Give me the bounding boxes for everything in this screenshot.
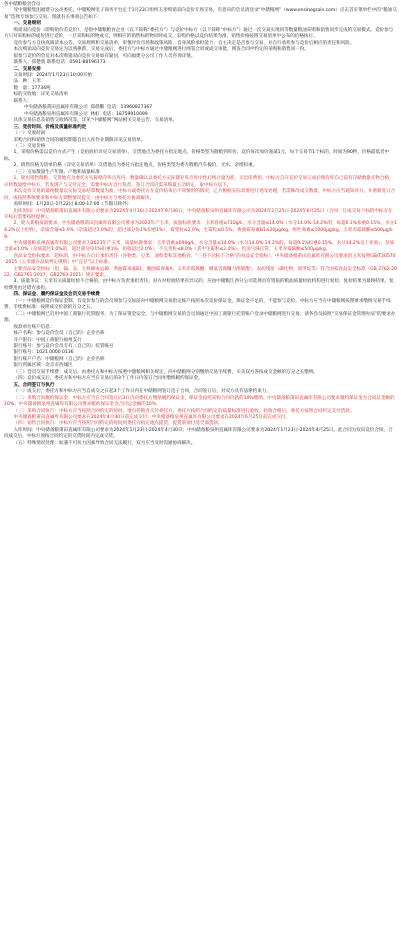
trade-time: 交易时间：2024年1月23日10:00开始 bbox=[13, 72, 93, 78]
s5-contract-2: （二）采购合同履约保证金：中标方应当在合同签订后3日内向委托方缴纳履约保证金，保证金按照采购合同价款的10%缴纳。中央储备粮莆田直属库有限公司要求履约保证金为合同总金额的10%；中央储备粮泉州直属库有限公司要求履约保证金为合同总金额的10%。 bbox=[4, 395, 395, 408]
intro-paragraph: 受中储粮集团福建分公司委托，中储粮网电子商务平台定于1月23日组织玉米购销双向竞价专场交易，有意向的会员请登录“中储粮网”（www.ensinograin.com）点击首页菜单栏中的“粮油交易”选择专场参与交易。现就有关事项公告如下： bbox=[4, 8, 397, 20]
s4-fee: （三）会员交易手续费：成交后，由委托方和中标方按照中储粮网相关规定，向中储粮网分别缴纳交易手续费，买卖双方各按成交金额的万分之五缴纳。 bbox=[13, 369, 318, 375]
s4-account-name: 账户名称：参与竞价会员（自己的）企业名称 bbox=[13, 331, 105, 337]
contacts-label: 联系人： bbox=[13, 98, 32, 104]
s5-contract-1: （一）成交后，委托方和中标方应当自成交之日起3个工作日内在中储粮网签订电子合同，合同签订后，对双方具有法律约束力。 bbox=[13, 389, 271, 395]
s3-view-time: 看样时间：1月20日-1月22日 8:00-17:00（节假日除外） bbox=[13, 202, 132, 208]
s3-price-2: 2、销售价格为清单价格（详见交易清单）交货地点为委托方指定地点，价格类型为委方散粮汽车板价，无水、杂增扣重。 bbox=[13, 163, 258, 169]
s3-outbound-time: 出库时间：中央储备粮莆田直属库有限公司要求为2024年4月30日-2024年9月30日；中央储备粮泉州直属库有限公司为2024年2月25日-2024年6月25日（合同一旦成交每个标的中标方在开标后需要按时提供）。 bbox=[4, 208, 393, 220]
contact-row: 中央储备粮泉州直属库有限公司 林虹 电话：18759910099 bbox=[24, 111, 148, 117]
s1-paragraph-1: 购销双向竞价（即购销价差竞价），是指中储粮粮食企业（以下简称“委托方”）与竞价中标方（以下简称“中标方”）通过一次交易实现同等数量粮油采购和销售同步完成的交易模式。竞价参与方只对采购标的或价进行竞价，一旦采购标的物成交，则相应的销售标的物同时成交。采购价格以竞价结果为准，销售价格按照交易清单中公布的价格执行。 bbox=[4, 27, 394, 40]
s4-open-bank: 开户银行：中国工商银行福州支行 bbox=[13, 337, 82, 343]
s3-sub-1: （一）交收时间 bbox=[13, 131, 46, 137]
s3-quality-putian: 2、轮入新粮质量要求。中央储备粮莆田直属库有限公司要求为2023年产玉米，质量标准要求：玉米容重≥710g/L，水分含量≤14.0%（水分14.0%-14.2%的，每超0.1%扣重0.15%，水分14.2%以上拒收），杂质含量≤1.0%（杂质超过1.0%的，超过部分每1%扣重1%），霉变粒≤2.0%，生霉粒≤0.5%，黄曲霉毒素B1≤20μg/kg，呕吐毒素≤1000μg/kg，玉米赤霉烯酮≤500μg/kg。 bbox=[4, 221, 397, 240]
section-4-title: 四、保证金、履约保证金及会员交易手续费 bbox=[13, 292, 100, 298]
section-2-title: 二、交易安排 bbox=[13, 66, 41, 72]
s4-account-number: 银行账号：参与竞价会员专有（自己的）托管账号 bbox=[13, 344, 114, 350]
s4-account-title: 收款单位账户信息： bbox=[13, 324, 55, 330]
s3-food-safety: 食品安全指标要求：超标的，由中标方自行承担责任（谷物类、豆类、油料类和其他粮食，“三巷不达标不合格”的食品安全指标），中央储备粮莆田直属库有限公司要求的玉米按照GB/T20570-2015《玉米储存品质判定规则》中“宜存”以上标准。 bbox=[4, 253, 396, 266]
s3-sub-2: （二）交易价格 bbox=[13, 143, 46, 149]
trade-variety: 品 种：玉米 bbox=[13, 79, 41, 85]
s2-note: 具体交易信息及销售交收情况等，详见“中储粮网”网站相关交易公告、交易清单。 bbox=[13, 118, 178, 124]
section-5-title: 五、合同签订与执行 bbox=[13, 382, 55, 388]
trade-quantity: 数 量：17734吨 bbox=[13, 85, 51, 91]
s5-contract-5: （四）销售合同执行：中标方应当按照合同约定的时间到委托方指定地点提货，提货前须付清全部货款。 bbox=[13, 421, 223, 427]
s4-remit-address: 银行所属区域：北京市西城区 bbox=[13, 363, 73, 369]
trade-location: 标的交收地：详见交易清单 bbox=[13, 92, 69, 98]
section-3-title: 三、竞价时间、价格及质量标准约定 bbox=[13, 124, 87, 130]
s3-sub-3: （三）交易散量生产年限、产地和质量标准 bbox=[13, 169, 100, 175]
s3-price-1: 1、采购价格需以竞价方式产生（竞拍底价详见交易清单），交货地点为委托方指定地点，价格类型为散粮到库价。竞价每次加价递减1元，每个交易节1个标的，时间为90秒，价格最低者中标。 bbox=[4, 150, 390, 162]
s4-deposit-1: （一）中储粮网竞价保证金制，有竞价参与的会员须参与交易前向中储粮网交易指定账户按照本次竞价保证金，保证金不足的，不能参与竞价。中标方应当在中储粮网按照要求缴纳交易手续费，手续费标准：按照成交价款的万分之五。 bbox=[4, 298, 391, 311]
s3-quality-1: 1、轮出销售散粮。交货地点为委托方实际储存库点库内，数量确认以委托方实际储存库点库中性后统计量为准，无出库费用。中标方自在竞价交易完成后现有库自己前有存储数量实物合格，应将数量给中标方，若发现产与交付完全，需要中标方自行负责。签订合同后需采购量主动约定，取中标方以下。 bbox=[4, 176, 394, 188]
s5-inbound-time: 入库时间：中央储备粮莆田直属库有限公司要求为2024年1月23日-2024年4月30日；中央储备粮泉州直属库有限公司要求为2024年1月23日-2024年4月25日。此合同为双向竞价合同，合同成交后，中标方须按合同约定的交货时间内完成交货。 bbox=[4, 427, 393, 440]
s4-deposit-2: （二）中储粮网已启用中国工商银行托管服务，为了保证资金安全，与中储粮网交易的会员须通过中国工商银行托管账户登录中储粮网进行交易，请各会员按照“交易保证金管理办法”的要求办理。 bbox=[4, 311, 396, 324]
contact-row: 中央储备粮莆田直属库有限公司 郑晨鹏 电话：13960827367 bbox=[24, 105, 153, 111]
s1-paragraph-2: 竞价参与方自执真阅读本公告、交易规则和交易清单，审慎评价市场和政策风险、自身风险承担能力，自主决定是否参与交易，并自行承担参与竞价后相应的责任和风险。 bbox=[13, 40, 355, 46]
s3-safety-indicators: 主要食品安全指标（铅、镉、汞、无机砷或总砷、黄曲霉毒素B1、赭曲霉毒素A、玉米赤霉烯酮、脱氧雪腐镰刀菌烯醇）、农药残留（磷化物、溴甲烷等）符合国家食品安全标准（GB 2762-2022、GB2761-2017、GB2763-2021）规定要求。 bbox=[4, 266, 398, 279]
s3-quality-2: 本次竞价交易的最终数量以实际交易结算数量为准，中标方或委托方在竞价结束后不同情形的情况，乙方根据实际需要进行更改处理，若需修改成交数量，中标方应当通知对方，并重新签订合同，或按照系统要求和中标方调整情况提交，由中标方与委托方协商解决。 bbox=[4, 189, 396, 201]
s3-sub-1-text: 采购合同和销售合同的履约期都自出入库作业期限详见交易清单。 bbox=[13, 137, 146, 143]
greeting: 各中储粮粮食会员： bbox=[4, 2, 45, 7]
s1-paragraph-4: 拟参与竞价的会员对本次购销双向竞价交易如有疑问，可向福建分公司工作人员咨询详情。 bbox=[13, 53, 196, 59]
section-1-title: 一、交易规则 bbox=[13, 21, 41, 27]
s1-paragraph-3: 本次购销双向竞价交易定为以熟换新，交易完成后，委托方与中标方通过中储粮网进行网签合同或成交审批，网签合同中约定的采购和销售同一份。 bbox=[13, 47, 309, 53]
s3-quality-quanzhou: 中央储备粮泉州直属库有限公司要求为2023年产玉米，质量标准要求：玉米容重≥690g/L，水分含量≤14.0%（水分14.0%-14.2%的，每超0.1%扣重0.15%，水分14.2%以上拒收），杂质含量≤1.0%（杂质超过1.0%的，超过部分每1%扣重1%，拒收超过2.0%），不完善粒≤8.0%（其中生霉粒≤2.0%），色泽气味正常，玉米赤霉烯酮≤500μg/kg。 bbox=[4, 240, 395, 253]
s1-contact: 联系人：郑楚新 联系电话：0591-88196173 bbox=[13, 60, 106, 66]
s4-performance-deposit: （四）竞价成交后，委托方和中标方应当在交易后的3个工作日内签订合同并缴纳履约保证金。 bbox=[13, 376, 203, 382]
s3-dispute: 3、质量争议：玉米有关质量检验不合格的，由中标方负责承担责任。双方对检验结果有异议的，应由中储粮江西分公司选择具有资质的粮油质量检验机构进行复检，复检结果为最终结果，复检费用由过错方承担。 bbox=[4, 279, 394, 291]
s5-special: （五）特殊情况处理：如遇不可抗力因素导致合同无法履行，双方应当及时沟通协商解决。 bbox=[13, 440, 196, 446]
s4-remit-name: 银行账户户名：中储粮网（自己的）企业名称 bbox=[13, 356, 105, 362]
s4-remit-bank: 银行账号：1021 0000 0136 bbox=[13, 350, 74, 356]
s5-contract-3: （三）采购合同执行：中标方应当按照合同约定的时间、地点将粮食交付委托方，委托方按照合同约定的质量标准进行验收。验收合格后，委托方按照合同约定支付货款。 bbox=[13, 408, 355, 414]
s5-contract-4: 中央储备粮莆田直属库有限公司要求在2024年4月30日前完成交付；中央储备粮泉州直属库有限公司要求在2024年6月25日前完成交付。 bbox=[13, 415, 290, 420]
